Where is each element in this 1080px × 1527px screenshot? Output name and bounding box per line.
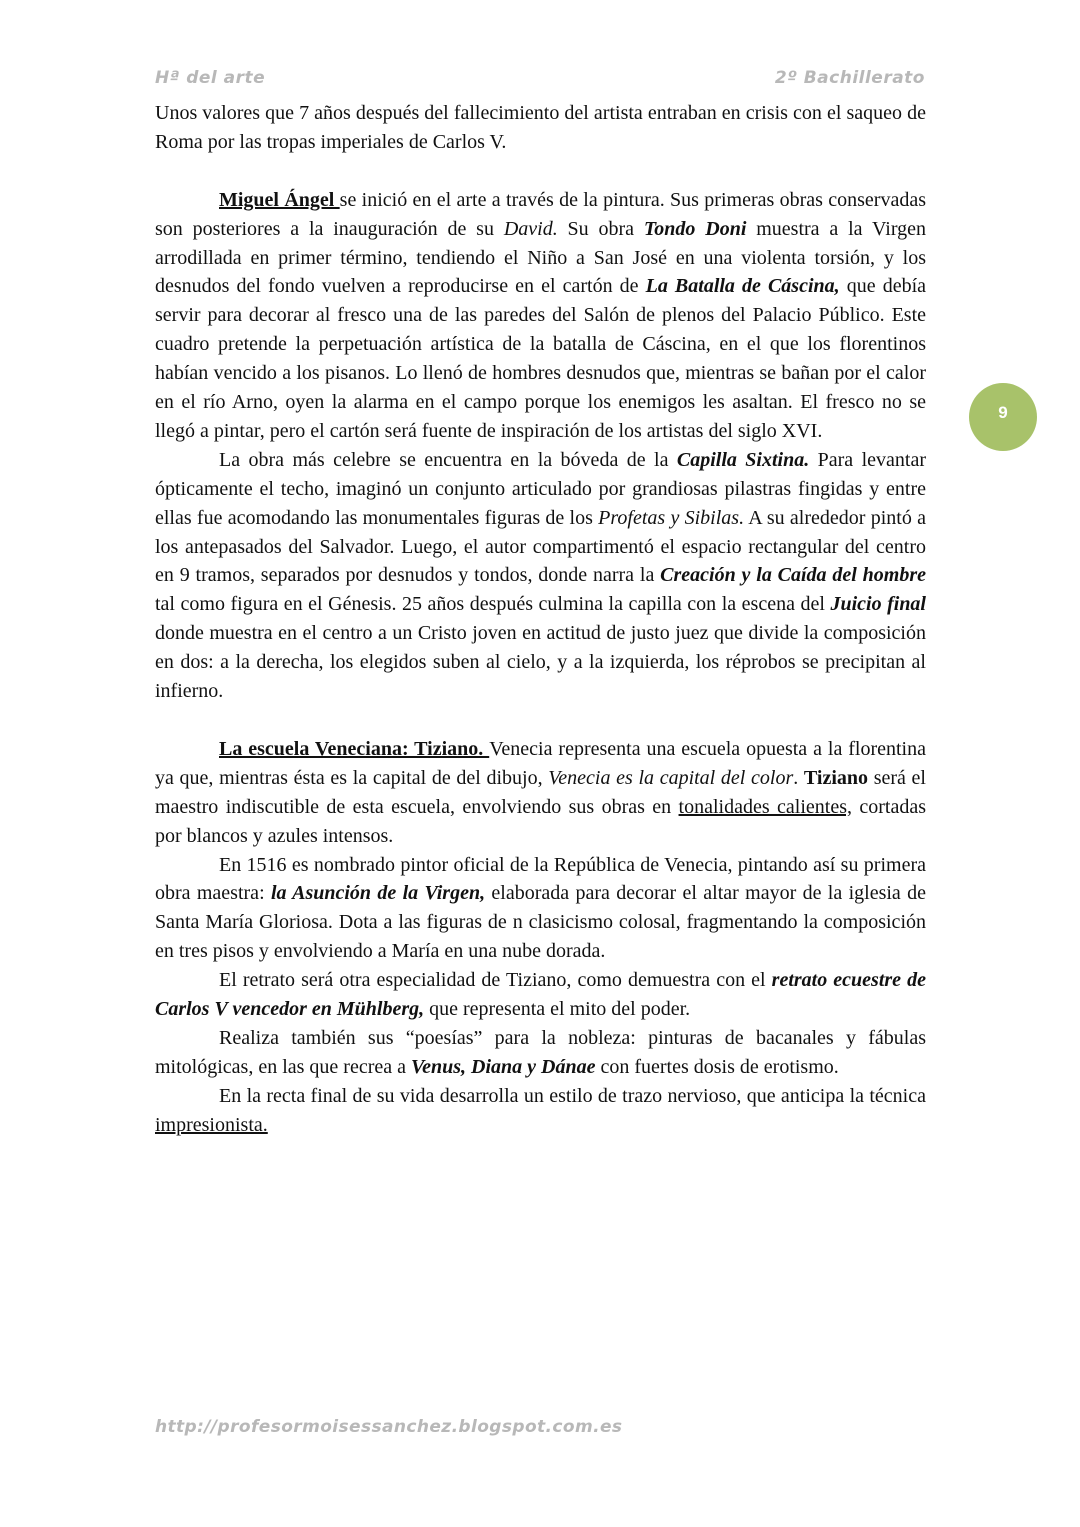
paragraph-asuncion: En 1516 es nombrado pintor oficial de la República de Venecia, pintando así su primera obra maestra: la Asunción de la Virgen, elaborada para decorar el altar mayor de la iglesia de Santa María Gloriosa. Dota a las figuras de n clasicismo colosal, fragmentando la composición en tres pisos y envolviendo a María en una nube dorada. (155, 853, 927, 963)
header-course: 2º Bachillerato (774, 68, 925, 88)
page-number: 9 (998, 403, 1008, 422)
paragraph-intro: Unos valores que 7 años después del fallecimiento del artista entraban en crisis con el saqueo de Roma por las tropas imperiales de Carlos V. (155, 102, 926, 153)
page-number-badge (969, 383, 1037, 451)
document-body (155, 99, 926, 1140)
paragraph-miguel-angel: Miguel Ángel se inició en el arte a través de la pintura. Sus primeras obras conservadas son posteriores a la inauguración de su David. Su obra Tondo Doni muestra a la Virgen arrodillada en primer término, tendiendo el Niño a San José en una violenta torsión, y los desnudos del fondo vuelven a reproducirse en el cartón de La Batalla de Cáscina, que debía servir para decorar al fresco una de las paredes del Salón de plenos del Palacio Público. Este cuadro pretende la perpetuación artística de la batalla de Cáscina, en el que los florentinos habían vencido a los pisanos. Lo llenó de hombres desnudos que, mientras se bañan por el calor en el río Arno, oyen la alarma en el campo porque los enemigos les asaltan. El fresco no se llegó a pintar, pero el cartón será fuente de inspiración de los artistas del siglo XVI. (155, 188, 926, 442)
paragraph-retrato: El retrato será otra especialidad de Tiziano, como demuestra con el retrato ecuestre de Carlos V vencedor en Mühlberg, que representa el mito del poder. (155, 969, 926, 1021)
paragraph-estilo-final: En la recta final de su vida desarrolla un estilo de trazo nervioso, que anticipa la técnica impresionista. (155, 1084, 926, 1136)
paragraph-capilla-sixtina: La obra más celebre se encuentra en la bóveda de la Capilla Sixtina. Para levantar ópticamente el techo, imaginó un conjunto articulado por grandiosas pilastras fingidas y entre ellas fue acomodando las monumentales figuras de los Profetas y Sibilas. A su alrededor pintó a los antepasados del Salvador. Luego, el autor compartimentó el espacio rectangular del centro en 9 tramos, separados por desnudos y tondos, donde narra la Creación y la Caída del hombre tal como figura en el Génesis. 25 años después culmina la capilla con la escena del Juicio final donde muestra en el centro a un Cristo joven en actitud de justo juez que divide la composición en dos: a la derecha, los elegidos suben al cielo, y a la izquierda, los réprobos se precipitan al infierno. (155, 448, 926, 703)
section-heading-tiziano: La escuela Veneciana: Tiziano. (219, 737, 490, 760)
footer-url: http://profesormoisessanchez.blogspot.com.es (155, 1417, 623, 1437)
paragraph-escuela-veneciana: La escuela Veneciana: Tiziano. Venecia representa una escuela opuesta a la florentina ya que, mientras ésta es la capital de del dibujo, Venecia es la capital del color. Tiziano será el maestro indiscutible de esta escuela, envolviendo sus obras en tonalidades calientes, cortadas por blancos y azules intensos. (155, 737, 926, 847)
section-heading-miguel-angel: Miguel Ángel (219, 188, 340, 211)
paragraph-poesias: Realiza también sus “poesías” para la nobleza: pinturas de bacanales y fábulas mitológicas, en las que recrea a Venus, Diana y Dánae con fuertes dosis de erotismo. (155, 1026, 926, 1078)
header-subject: Hª del arte (155, 68, 266, 88)
